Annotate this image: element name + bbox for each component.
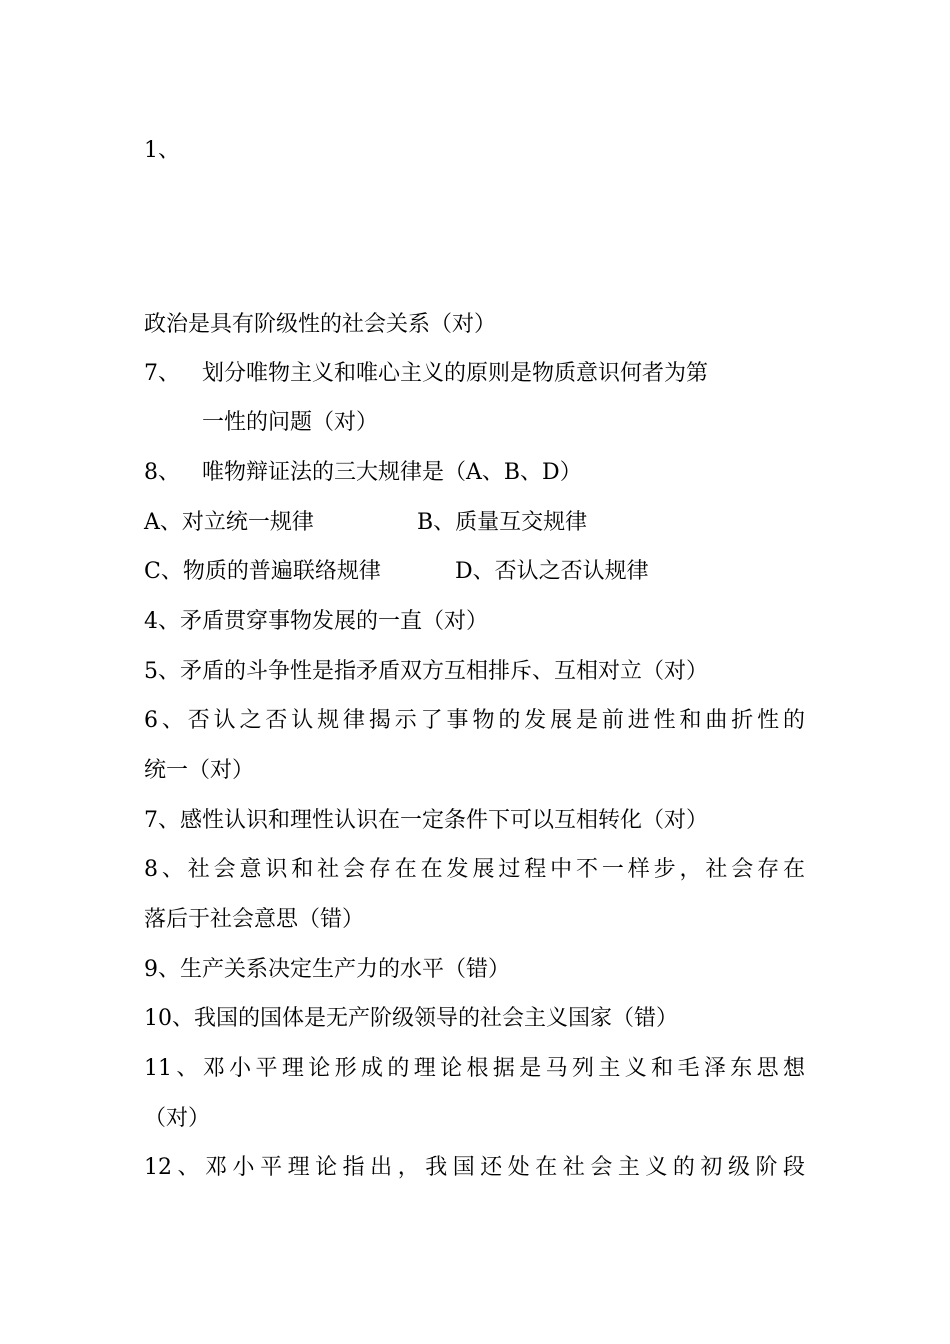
- text-line: 9、生产关系决定生产力的水平（错）: [144, 957, 510, 982]
- text-line: 10、我国的国体是无产阶级领导的社会主义国家（错）: [144, 1006, 678, 1031]
- text-line: （对）: [144, 1106, 211, 1131]
- item-1-number: 1、: [144, 138, 180, 163]
- text-line: 11、邓小平理论形成的理论根据是马列主义和毛泽东思想: [144, 1056, 805, 1081]
- text-line: 6、否认之否认规律揭示了事物的发展是前进性和曲折性的: [144, 708, 805, 733]
- text-line: 5、矛盾的斗争性是指矛盾双方互相排斥、互相对立（对）: [144, 659, 708, 684]
- item-7-continuation: 一性的问题（对）: [202, 410, 379, 435]
- option-d: D、否认之否认规律: [455, 559, 649, 584]
- item-number: 7、: [144, 361, 180, 386]
- text-line: 12、邓小平理论指出，我国还处在社会主义的初级阶段: [144, 1155, 805, 1180]
- option-b: B、质量互交规律: [417, 510, 588, 535]
- item-7-line: [144, 359, 708, 389]
- text-line: 统一（对）: [144, 758, 255, 783]
- text-line: 4、矛盾贯穿事物发展的一直（对）: [144, 609, 488, 634]
- options-row-cd: [144, 557, 805, 587]
- item-8-line: [144, 458, 582, 488]
- text-line: 7、感性认识和理性认识在一定条件下可以互相转化（对）: [144, 808, 708, 833]
- item-text: 划分唯物主义和唯心主义的原则是物质意识何者为第: [202, 361, 709, 386]
- text-line: 8、社会意识和社会存在在发展过程中不一样步，社会存在: [144, 857, 805, 882]
- text-line: 政治是具有阶级性的社会关系（对）: [144, 312, 497, 337]
- options-row-ab: [144, 508, 805, 538]
- text-line: 落后于社会意思（错）: [144, 907, 365, 932]
- item-text: 唯物辩证法的三大规律是（A、B、D）: [202, 460, 582, 485]
- option-a: A、对立统一规律: [144, 510, 314, 535]
- option-c: C、物质的普遍联络规律: [144, 559, 381, 584]
- item-number: 8、: [144, 460, 180, 485]
